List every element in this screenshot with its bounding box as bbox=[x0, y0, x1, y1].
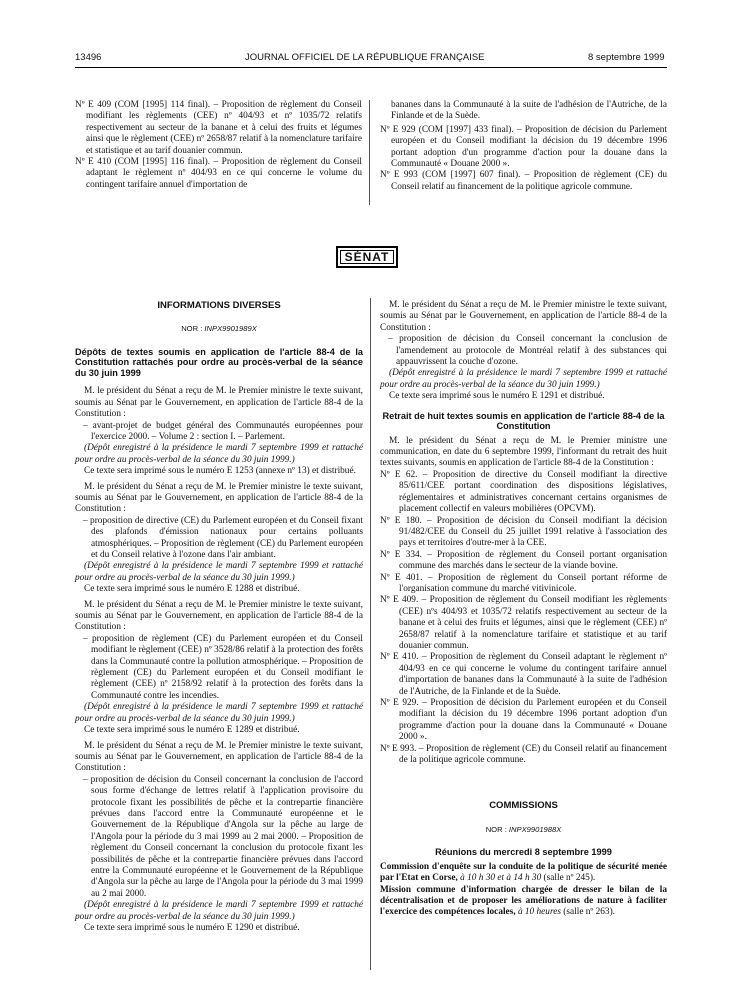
block-intro: M. le président du Sénat a reçu de M. le Premier ministre le texte suivant, soumis au Sénat par le Gouvernement, en application de l'article 88-4 de la Constitution : bbox=[75, 599, 363, 633]
continued-text: bananes dans la Communauté à la suite de l'adhésion de l'Autriche, de la Finlande et de la Suède. bbox=[391, 100, 667, 122]
print-note: Ce texte sera imprimé sous le numéro E 1291 et distribué. bbox=[389, 391, 605, 402]
list-item: Nº E 409 (COM [1995] 114 final). – Proposition de règlement du Conseil modifiant les règlements (CEE) nº 404/93 et nº 1035/72 relatifs respectivement au secteur de la banane et à celui des fruits et légumes ainsi que le règlement (CEE) nº 2658/87 relatif à la nomenclature tarifaire et statistique et au tarif douanier commun. bbox=[75, 100, 362, 156]
depot-note: (Dépôt enregistré à la présidence le mardi 7 septembre 1999 et rattaché pour ordre au procès-verbal de la séance du 30 juin 1999.) bbox=[75, 443, 363, 465]
meeting-item: Commission d'enquête sur la conduite de la politique de sécurité menée par l'Etat en Corse, à 10 h 30 et à 14 h 30 (salle nº 245). bbox=[380, 861, 667, 884]
reunions-title: Réunions du mercredi 8 septembre 1999 bbox=[435, 847, 612, 858]
print-note: Ce texte sera imprimé sous le numéro E 1288 et distribué. bbox=[84, 584, 300, 595]
list-item: Nº E 409. – Proposition de règlement du Conseil modifiant les règlements (CEE) nºs 404/93 et 1035/72 relatifs respectivement au secteur de la banane et à celui des fruits et légumes, ainsi que le règlement (CEE) nº 2658/87 relatif à la nomenclature tarifaire et statistique et au tarif douanier commun. bbox=[380, 595, 667, 651]
senat-heading: SÉNAT bbox=[340, 250, 394, 264]
print-note: Ce texte sera imprimé sous le numéro E 1289 et distribué. bbox=[84, 725, 300, 736]
depot-note: (Dépôt enregistré à la présidence le mardi 7 septembre 1999 et rattaché pour ordre au procès-verbal de la séance du 30 juin 1999.) bbox=[75, 900, 363, 922]
list-item: Nº E 993. – Proposition de règlement (CE) du Conseil relatif au financement de la politique agricole commune. bbox=[380, 743, 667, 766]
list-item: – proposition de décision du Conseil concernant la conclusion de l'amendement au protocole de Montréal relatif à des substances qui appauvrissent la couche d'ozone. bbox=[388, 334, 667, 368]
block-intro: M. le président du Sénat a reçu de M. le Premier ministre le texte suivant, soumis au Sénat par le Gouvernement, en application de l'article 88-4 de la Constitution : bbox=[75, 386, 363, 420]
list-item: – proposition de directive (CE) du Parlement européen et du Conseil fixant des plafonds d'émission nationaux pour certains polluants atmosphériques. – Proposition de règlement (CE) du Parlement européen et du Conseil relative à l'ozone dans l'air ambiant. bbox=[83, 515, 363, 560]
meeting-item: Mission commune d'information chargée de dresser le bilan de la décentralisation et de proposer les améliorations de nature à faciliter l'exercice des compétences locales, à 10 heures (salle nº 263). bbox=[380, 884, 667, 918]
column-divider bbox=[369, 100, 370, 205]
print-note: Ce texte sera imprimé sous le numéro E 1253 (annexe nº 13) et distribué. bbox=[84, 466, 356, 477]
senat-heading-box bbox=[336, 246, 398, 268]
section-title: INFORMATIONS DIVERSES bbox=[157, 300, 281, 311]
list-item: Nº E 993 (COM [1997] 607 final). – Proposition de règlement (CE) du Conseil relatif au financement de la politique agricole commune. bbox=[380, 170, 667, 192]
header-rule bbox=[75, 67, 667, 68]
journal-title: JOURNAL OFFICIEL DE LA RÉPUBLIQUE FRANÇAISE bbox=[245, 52, 485, 63]
list-item: – avant-projet de budget général des Communautés européennes pour l'exercice 2000. – Volume 2 : section I. – Parlement. bbox=[83, 420, 363, 442]
header-date: 8 septembre 1999 bbox=[588, 52, 665, 63]
nor-reference: NOR : INPX9901989X bbox=[181, 324, 257, 334]
list-item: – proposition de décision du Conseil concernant la conclusion de l'accord sous forme d'échange de lettres relatif à l'application provisoire du protocole fixant les possibilités de pêche et la contrepartie financière prévues dans l'accord entre la Communauté européenne et le Gouvernement de la République d'Angola sur la pêche au large de l'Angola pour la période du 3 mai 1999 au 2 mai 2000. – Proposition de règlement du Conseil concernant la conclusion du protocole fixant les possibilités de pêche et la contrepartie financière prévues dans l'accord entre la Communauté européenne et le Gouvernement de la République d'Angola sur la pêche au large de l'Angola pour la période du 3 mai 1999 au 2 mai 2000. bbox=[83, 774, 363, 899]
column-divider bbox=[370, 298, 371, 970]
list-item: Nº E 334. – Proposition de règlement du Conseil portant organisation commune des marchés dans le secteur de la viande bovine. bbox=[380, 549, 667, 572]
page-number: 13496 bbox=[75, 52, 102, 63]
print-note: Ce texte sera imprimé sous le numéro E 1290 et distribué. bbox=[84, 923, 300, 933]
list-item: Nº E 401. – Proposition de règlement du Conseil portant réforme de l'organisation commune du marché vitivinicole. bbox=[380, 572, 667, 594]
right-column bbox=[380, 300, 667, 919]
depot-note: (Dépôt enregistré à la présidence le mardi 7 septembre 1999 et rattaché pour ordre au procès-verbal de la séance du 30 juin 1999.) bbox=[75, 561, 363, 583]
subsection-title: Dépôts de textes soumis en application de l'article 88-4 de la Constitution rattachés pour ordre au procès-verbal de la séance du 30 juin 1999 bbox=[75, 346, 363, 378]
top-left-column bbox=[75, 100, 362, 191]
list-item: Nº E 929. – Proposition de décision du Parlement européen et du Conseil modifiant la décision du 19 décembre 1996 portant adoption d'un programme d'action pour la douane dans la Communauté « Douane 2000 ». bbox=[380, 698, 667, 743]
block-intro: M. le président du Sénat a reçu de M. le Premier ministre le texte suivant, soumis au Sénat par le Gouvernement, en application de l'article 88-4 de la Constitution : bbox=[380, 300, 667, 333]
commissions-title: COMMISSIONS bbox=[489, 800, 558, 812]
retrait-intro: M. le président du Sénat a reçu de M. le Premier ministre une communication, en date du 6 septembre 1999, l'informant du retrait des huit textes suivants, soumis en application de l'article 88-4 de la Constitution : bbox=[380, 435, 667, 469]
list-item: Nº E 180. – Proposition de décision du Conseil modifiant la décision 91/482/CEE du Conseil du 25 juillet 1991 relative à l'association des pays et territoires d'outre-mer à la CEE. bbox=[380, 515, 667, 549]
list-item: – proposition de règlement (CE) du Parlement européen et du Conseil modifiant le règlement (CEE) nº 3528/86 relatif à la protection des forêts dans la Communauté contre la pollution atmosphérique. – Proposition de règlement (CE) du Parlement européen et du Conseil modifiant le règlement (CEE) nº 2158/92 relatif à la protection des forêts dans la Communauté contre les incendies. bbox=[83, 633, 363, 701]
block-intro: M. le président du Sénat a reçu de M. le Premier ministre le texte suivant, soumis au Sénat par le Gouvernement, en application de l'article 88-4 de la Constitution : bbox=[75, 740, 363, 774]
nor-reference: NOR : INPX9901988X bbox=[485, 824, 562, 834]
depot-note: (Dépôt enregistré à la présidence le mardi 7 septembre 1999 et rattaché pour ordre au procès-verbal de la séance du 30 juin 1999.) bbox=[75, 702, 363, 724]
top-right-column bbox=[380, 100, 667, 193]
list-item: Nº E 929 (COM [1997] 433 final). – Proposition de décision du Parlement européen et du Conseil modifiant la décision du 19 décembre 1996 portant adoption d'un programme d'action pour la douane dans la Communauté « Douane 2000 ». bbox=[380, 124, 667, 170]
list-item: Nº E 62. – Proposition de directive du Conseil modifiant la directive 85/611/CEE portant coordination des dispositions législatives, réglementaires et administratives concernant certains organismes de placement collectif en valeurs mobilières (OPCVM). bbox=[380, 469, 667, 515]
left-column bbox=[75, 300, 363, 934]
block-intro: M. le président du Sénat a reçu de M. le Premier ministre le texte suivant, soumis au Sénat par le Gouvernement, en application de l'article 88-4 de la Constitution : bbox=[75, 481, 363, 515]
list-item: Nº E 410 (COM [1995] 116 final). – Proposition de règlement du Conseil adaptant le règlement nº 404/93 en ce qui concerne le volume du contingent tarifaire annuel d'importation de bbox=[75, 157, 362, 190]
retrait-title: Retrait de huit textes soumis en application de l'article 88-4 de la Constitution bbox=[382, 410, 665, 432]
depot-note: (Dépôt enregistré à la présidence le mardi 7 septembre 1999 et rattaché pour ordre au procès-verbal de la séance du 30 juin 1999.) bbox=[380, 368, 667, 390]
list-item: Nº E 410. – Proposition de règlement du Conseil adaptant le règlement nº 404/93 en ce qui concerne le volume du contingent tarifaire annuel d'importation de bananes dans la Communauté à la suite de l'adhésion de l'Autriche, de la Finlande et de la Suède. bbox=[380, 652, 667, 697]
